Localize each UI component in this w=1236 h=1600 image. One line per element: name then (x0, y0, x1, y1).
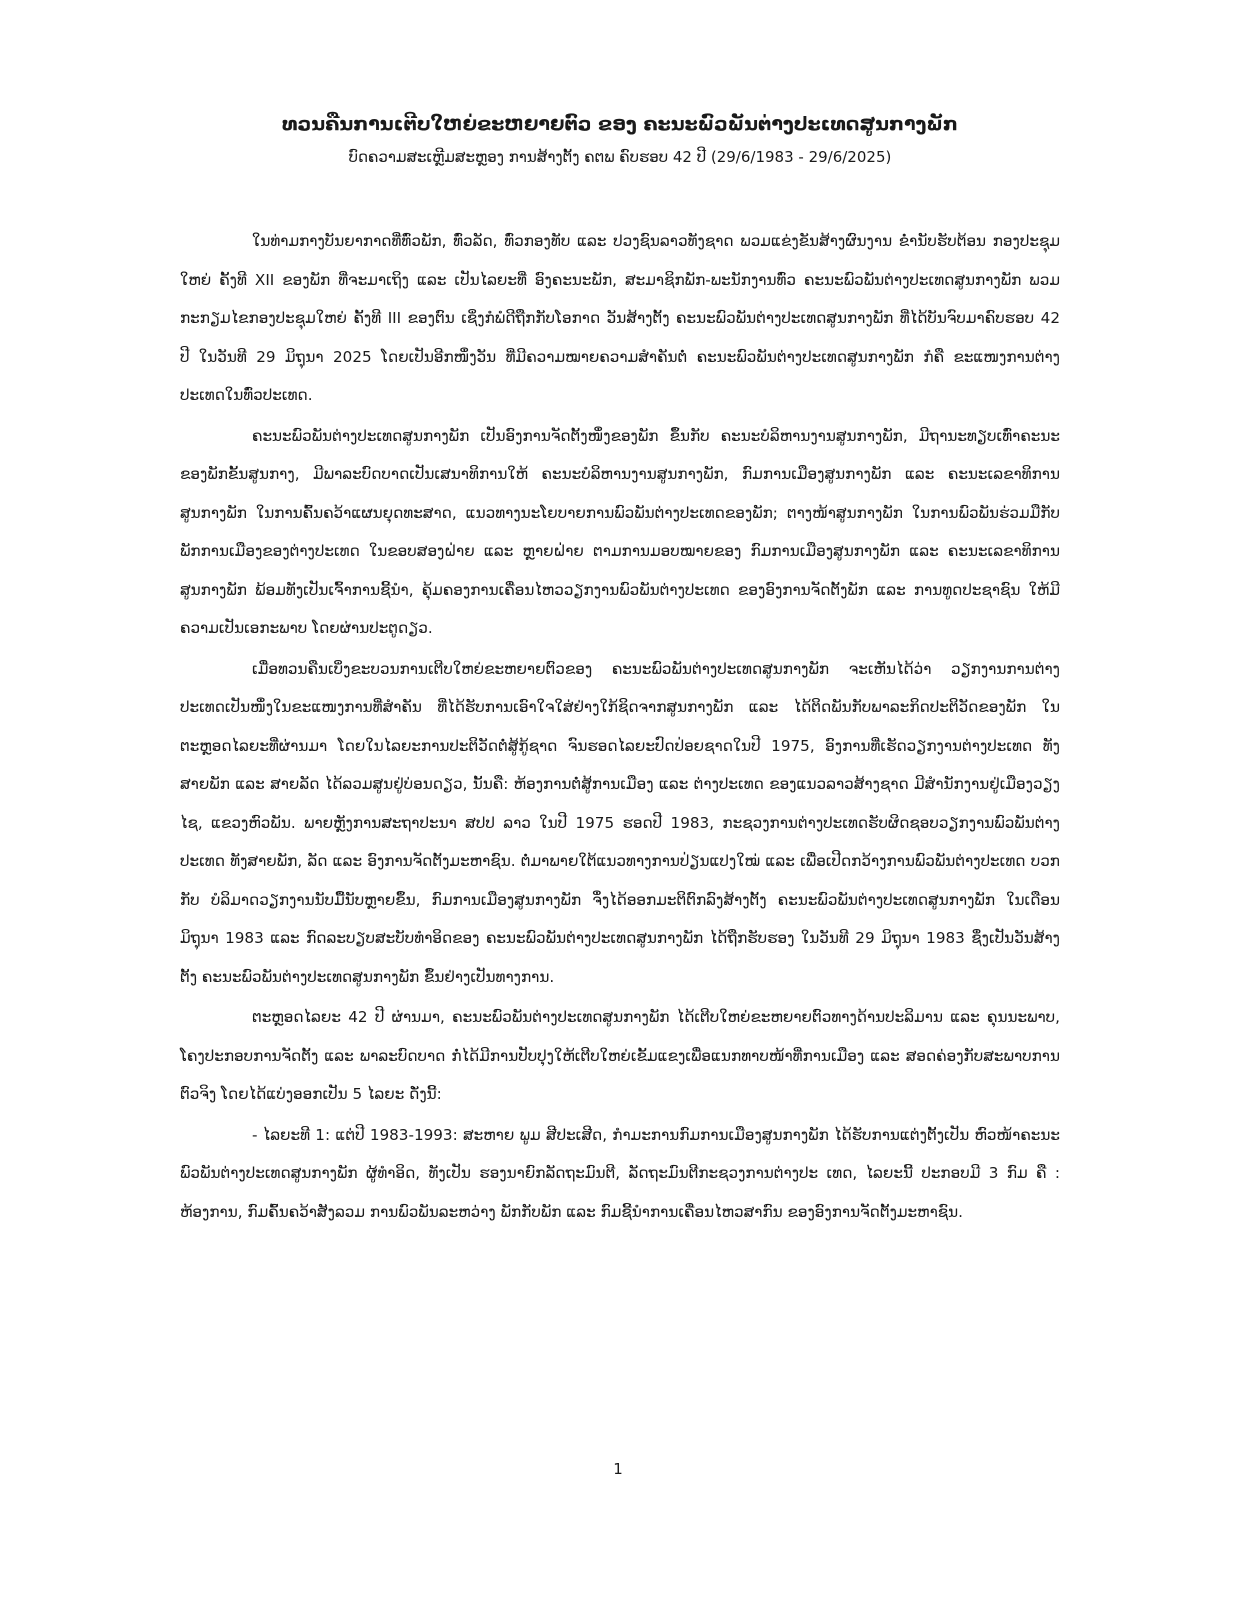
document-title: ທວນຄືນການເຕີບໃຫຍ່ຂະຫຍາຍຕົວ ຂອງ ຄະນະພົວພັນຕ່າງປະເທດສູນກາງພັກ (282, 113, 958, 135)
paragraph: ໃນທ່າມກາງບັນຍາກາດທີ່ທົ່ວພັກ, ທົ່ວລັດ, ທົ່ວກອງທັບ ແລະ ປວງຊົນລາວທັງຊາດ ພວມແຂ່ງຂັນສ້າງຜົນງານ ຂໍ່ານັບຮັບຕ້ອນ ກອງປະຊຸມໃຫຍ່ ຄັ້ງທີ XII ຂອງພັກ ທີ່ຈະມາເຖິງ ແລະ ເປັນໄລຍະທີ່ ອົງຄະນະພັກ, ສະມາຊິກພັກ-ພະນັກງານທົ່ວ ຄະນະພົວພັນຕ່າງປະເທດສູນກາງພັກ ພວມກະກຽມໄຂກອງປະຊຸມໃຫຍ່ ຄັ້ງທີ III ຂອງຕົນ ເຊິ່ງກໍພໍດີຖືກກັບໂອກາດ ວັນສ້າງຕັ້ງ ຄະນະພົວພັນຕ່າງປະເທດສູນກາງພັກ ທີ່ໄດ້ບັນຈົບມາຄົບຮອບ 42 ປີ ໃນວັນທີ 29 ມິຖຸນາ 2025 ໂດຍເປັນອີກໜຶ່ງວັນ ທີ່ມີຄວາມໝາຍຄວາມສຳຄັນຕໍ່ ຄະນະພົວພັນຕ່າງປະເທດສູນກາງພັກ ກໍຄື ຂະແໜງການຕ່າງປະເທດໃນທົ່ວປະເທດ. (180, 232, 1060, 404)
paragraph: ເມື່ອທວນຄືນເບິ່ງຂະບວນການເຕີບໃຫຍ່ຂະຫຍາຍຕົວຂອງ ຄະນະພົວພັນຕ່າງປະເທດສູນກາງພັກ ຈະເຫັນໄດ້ວ່າ ວຽກງານການຕ່າງປະເທດເປັນໜຶ່ງໃນຂະແໜງການທີ່ສຳຄັນ ທີ່ໄດ້ຮັບການເອົາໃຈໃສ່ຢ່າງໃກ້ຊິດຈາກສູນກາງພັກ ແລະ ໄດ້ຕິດພັນກັບພາລະກິດປະຕິວັດຂອງພັກ ໃນຕະຫຼອດໄລຍະທີ່ຜ່ານມາ ໂດຍໃນໄລຍະການປະຕິວັດຕໍ່ສູ້ກູ້ຊາດ ຈົນຮອດໄລຍະປົດປ່ອຍຊາດໃນປີ 1975, ອົງການທີ່ເຮັດວຽກງານຕ່າງປະເທດ ທັງສາຍພັກ ແລະ ສາຍລັດ ໄດ້ລວມສູນຢູ່ບ່ອນດຽວ, ນັ້ນຄື: ຫ້ອງການຕໍ່ສູ້ການເມືອງ ແລະ ຕ່າງປະເທດ ຂອງແນວລາວສ້າງຊາດ ມີສຳນັກງານຢູ່ເມືອງວຽງໄຊ, ແຂວງຫົວພັນ. ພາຍຫຼັງການສະຖາປະນາ ສປປ ລາວ ໃນປີ 1975 ຮອດປີ 1983, ກະຊວງການຕ່າງປະເທດຮັບຜິດຊອບວຽກງານພົວພັນຕ່າງປະເທດ ທັງສາຍພັກ, ລັດ ແລະ ອົງການຈັດຕັ້ງມະຫາຊົນ. ຕໍ່ມາພາຍໃຕ້ແນວທາງການປ່ຽນແປງໃໝ່ ແລະ ເພື່ອເປີດກວ້າງການພົວພັນຕ່າງປະເທດ ບວກກັບ ບໍລິມາດວຽກງານນັບມື້ນັບຫຼາຍຂຶ້ນ, ກົມການເມືອງສູນກາງພັກ ຈຶ່ງໄດ້ອອກມະຕິຕົກລົງສ້າງຕັ້ງ ຄະນະພົວພັນຕ່າງປະເທດສູນກາງພັກ ໃນເດືອນມິຖຸນາ 1983 ແລະ ກົດລະບຽບສະບັບທຳອິດຂອງ ຄະນະພົວພັນຕ່າງປະເທດສູນກາງພັກ ໄດ້ຖືກຮັບຮອງ ໃນວັນທີ 29 ມິຖຸນາ 1983 ຊຶ່ງເປັນວັນສ້າງຕັ້ງ ຄະນະພົວພັນຕ່າງປະເທດສູນກາງພັກ ຂຶ້ນຢ່າງເປັນທາງການ. (180, 659, 1060, 986)
paragraph: ຄະນະພົວພັນຕ່າງປະເທດສູນກາງພັກ ເປັນອົງການຈັດຕັ້ງໜຶ່ງຂອງພັກ ຂຶ້ນກັບ ຄະນະບໍລິຫານງານສູນກາງພັກ, ມີຖານະທຽບເທົ່າຄະນະຂອງພັກຂັ້ນສູນກາງ, ມີພາລະບົດບາດເປັນເສນາທິການໃຫ້ ຄະນະບໍລິຫານງານສູນກາງພັກ, ກົມການເມືອງສູນກາງພັກ ແລະ ຄະນະເລຂາທິການສູນກາງພັກ ໃນການຄົ້ນຄວ້າແຜນຍຸດທະສາດ, ແນວທາງນະໂຍບາຍການພົວພັນຕ່າງປະເທດຂອງພັກ; ຕາງໜ້າສູນກາງພັກ ໃນການພົວພັນຮ່ວມມືກັບພັກການເມືອງຂອງຕ່າງປະເທດ ໃນຂອບສອງຝ່າຍ ແລະ ຫຼາຍຝ່າຍ ຕາມການມອບໝາຍຂອງ ກົມການເມືອງສູນກາງພັກ ແລະ ຄະນະເລຂາທິການສູນກາງພັກ ພ້ອມທັງເປັນເຈົ້າການຊີ້ນຳ, ຄຸ້ມຄອງການເຄື່ອນໄຫວວຽກງານພົວພັນຕ່າງປະເທດ ຂອງອົງການຈັດຕັ້ງພັກ ແລະ ການທູດປະຊາຊົນ ໃຫ້ມີຄວາມເປັນເອກະພາບ ໂດຍຜ່ານປະຕູດຽວ. (180, 426, 1060, 637)
page-number: 1 (613, 1460, 623, 1478)
paragraph: ຕະຫຼອດໄລຍະ 42 ປີ ຜ່ານມາ, ຄະນະພົວພັນຕ່າງປະເທດສູນກາງພັກ ໄດ້ເຕີບໃຫຍ່ຂະຫຍາຍຕົວທາງດ້ານປະລິມານ ແລະ ຄຸນນະພາບ, ໂຄງປະກອບການຈັດຕັ້ງ ແລະ ພາລະບົດບາດ ກໍ່ໄດ້ມີການປັບປຸງໃຫ້ເຕີບໃຫຍ່ເຂັ້ມແຂງເພື່ອແນກທາບໜ້າທີ່ການເມືອງ ແລະ ສອດຄ່ອງກັບສະພາບການຕົວຈິງ ໂດຍໄດ້ແບ່ງອອກເປັນ 5 ໄລຍະ ດັ່ງນີ້: (180, 1008, 1060, 1103)
bullet-paragraph: - ໄລຍະທີ 1: ແຕ່ປີ 1983-1993: ສະຫາຍ ພູມ ສີປະເສີດ, ກຳມະການກົມການເມືອງສູນກາງພັກ ໄດ້ຮັບການແຕ່ງຕັ້ງເປັນ ຫົວໜ້າຄະນະພົວພັນຕ່າງປະເທດສູນກາງພັກ ຜູ້ທຳອິດ, ທັງເປັນ ຮອງນາຍົກລັດຖະມົນຕີ, ລັດຖະມົນຕີກະຊວງການຕ່າງປະ ເທດ, ໄລຍະນີ້ ປະກອບມີ 3 ກົມ ຄື : ຫ້ອງການ, ກົມຄົ້ນຄວ້າສັງລວມ ການພົວພັນລະຫວ່າງ ພັກກັບພັກ ແລະ ກົມຊີ້ນຳການເຄື່ອນໄຫວສາກົນ ຂອງອົງການຈັດຕັ້ງມະຫາຊົນ. (180, 1125, 1060, 1221)
document-body (180, 222, 1060, 1231)
document-subtitle: ບົດຄວາມສະເຫຼີມສະຫຼອງ ການສ້າງຕັ້ງ ຄຕພ ຄົບຮອບ 42 ປີ (29/6/1983 - 29/6/2025) (348, 148, 892, 166)
